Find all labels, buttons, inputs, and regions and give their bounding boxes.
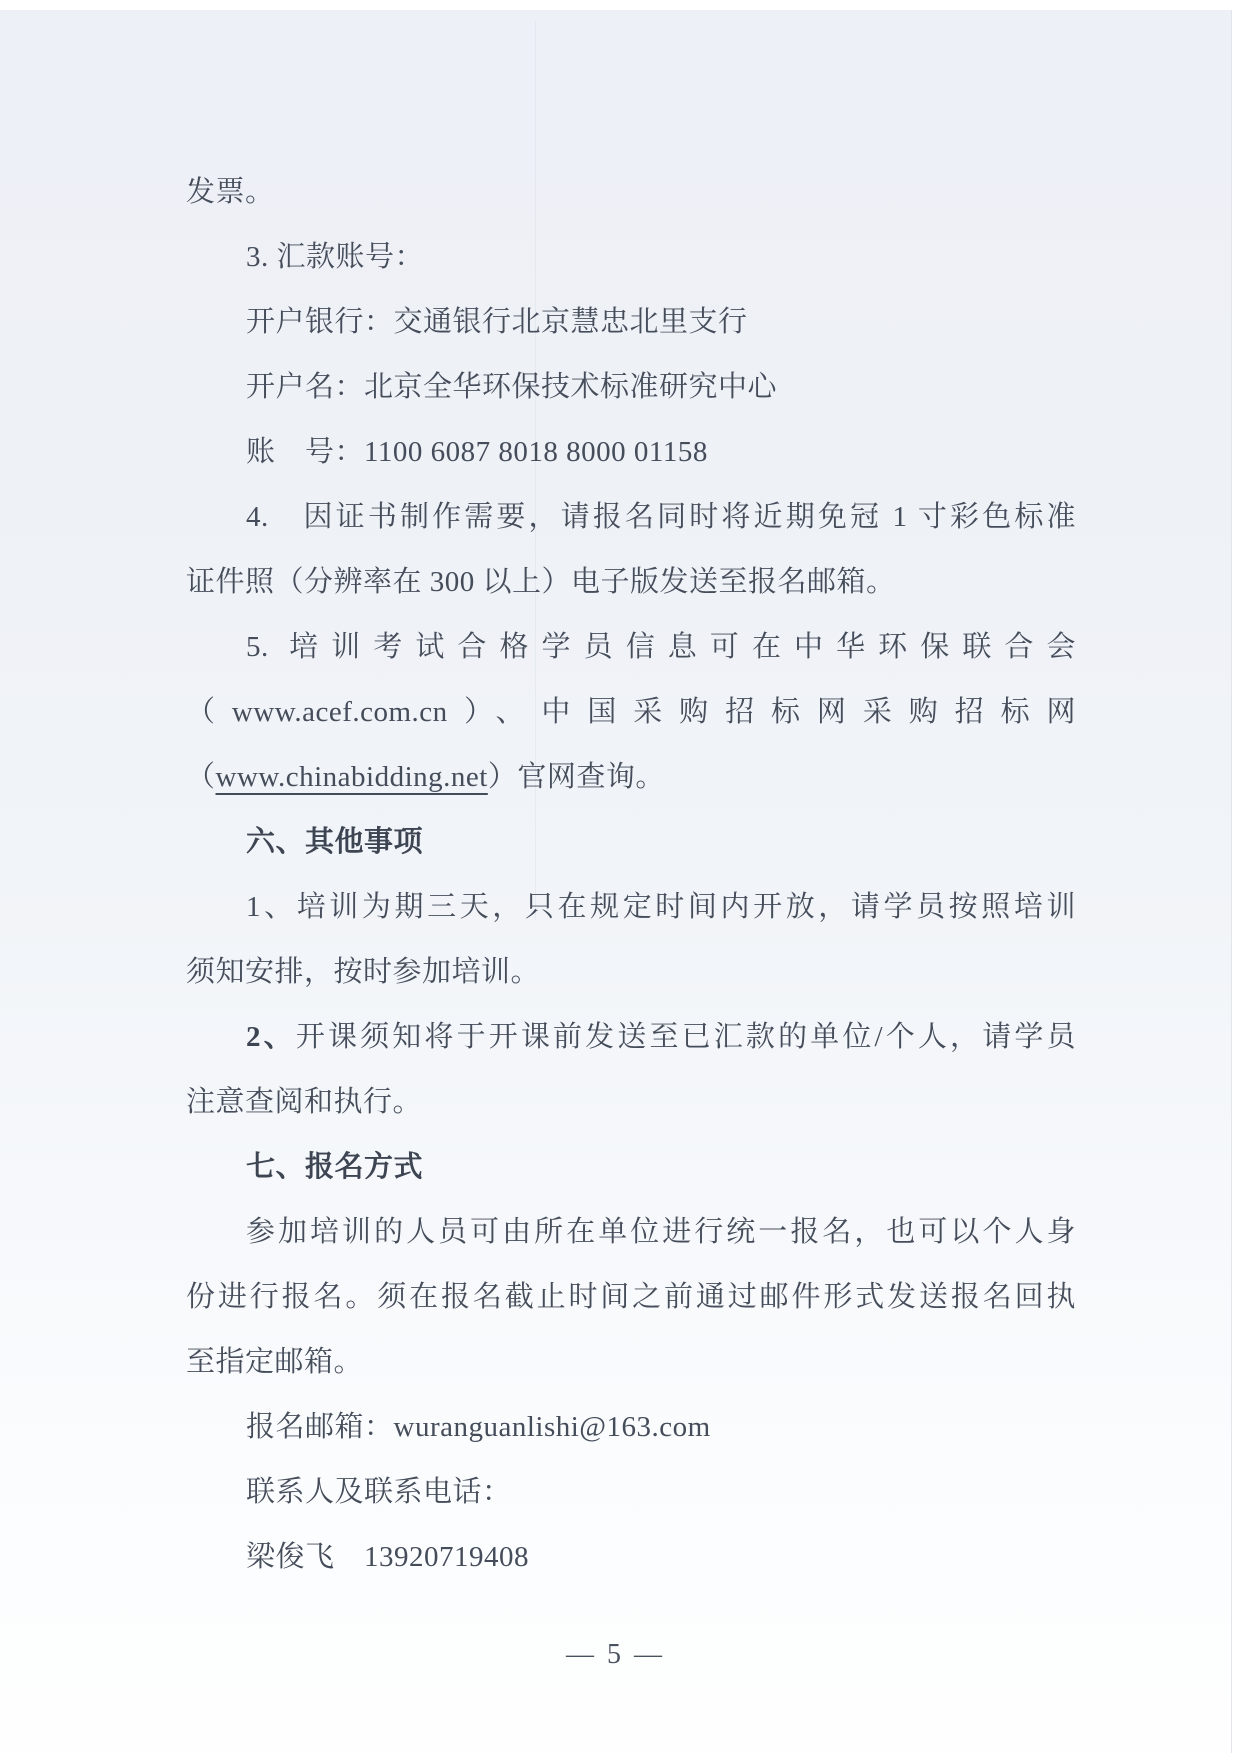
document-line bbox=[186, 745, 1076, 810]
document-line bbox=[186, 1005, 1076, 1070]
text-run: （www.acef.com.cn）、中国采购招标网采购招标网 bbox=[186, 696, 1076, 728]
text-run: 注意查阅和执行。 bbox=[186, 1086, 423, 1118]
document-line bbox=[186, 420, 1076, 485]
document-line bbox=[186, 550, 1076, 615]
document-line bbox=[186, 485, 1076, 550]
document-line bbox=[186, 680, 1076, 745]
document-line bbox=[186, 1330, 1076, 1395]
text-run: 联系人及联系电话： bbox=[246, 1476, 512, 1508]
document-line bbox=[186, 355, 1076, 420]
text-run: 七、报名方式 bbox=[246, 1151, 424, 1183]
document-line bbox=[186, 875, 1076, 940]
scanned-page bbox=[0, 10, 1232, 1753]
text-run: 须知安排，按时参加培训。 bbox=[186, 956, 541, 988]
document-line bbox=[186, 290, 1076, 355]
document-line bbox=[186, 1200, 1076, 1265]
text-run: 报名邮箱：wuranguanlishi@163.com bbox=[246, 1411, 711, 1443]
text-run: 开户银行：交通银行北京慧忠北里支行 bbox=[246, 306, 748, 338]
text-run: 2、 bbox=[246, 1021, 296, 1053]
text-run: 1、培训为期三天，只在规定时间内开放，请学员按照培训 bbox=[246, 891, 1076, 923]
text-run: 账 号：1100 6087 8018 8000 01158 bbox=[246, 436, 708, 468]
text-run: ）官网查询。 bbox=[487, 761, 665, 793]
document-line bbox=[186, 1395, 1076, 1460]
text-run: 4. 因证书制作需要，请报名同时将近期免冠 1 寸彩色标准 bbox=[246, 501, 1076, 533]
text-run: 至指定邮箱。 bbox=[186, 1346, 364, 1378]
document-line bbox=[186, 1070, 1076, 1135]
text-run: 证件照（分辨率在 300 以上）电子版发送至报名邮箱。 bbox=[186, 566, 896, 598]
text-run: 梁俊飞 13920719408 bbox=[246, 1541, 530, 1573]
text-run: 六、其他事项 bbox=[246, 826, 424, 858]
document-line bbox=[186, 225, 1076, 290]
document-line bbox=[186, 810, 1076, 875]
underlined-url-text: www.chinabidding.net bbox=[215, 761, 488, 793]
text-run: 开课须知将于开课前发送至已汇款的单位/个人，请学员 bbox=[295, 1021, 1076, 1053]
document-line bbox=[186, 1265, 1076, 1330]
text-run: 参加培训的人员可由所在单位进行统一报名，也可以个人身 bbox=[246, 1216, 1076, 1248]
document-line bbox=[186, 940, 1076, 1005]
document-line bbox=[186, 1460, 1076, 1525]
document-line bbox=[186, 160, 1076, 225]
text-run: 开户名：北京全华环保技术标准研究中心 bbox=[246, 371, 778, 403]
text-run: 3. 汇款账号： bbox=[246, 241, 425, 273]
document-line bbox=[186, 1525, 1076, 1590]
document-line bbox=[186, 615, 1076, 680]
page-number: — 5 — bbox=[566, 1639, 665, 1670]
text-run: （ bbox=[186, 761, 216, 793]
document-lines bbox=[186, 160, 1076, 1590]
text-run: 5. 培训考试合格学员信息可在中华环保联合会 bbox=[246, 631, 1076, 663]
text-run: 份进行报名。须在报名截止时间之前通过邮件形式发送报名回执 bbox=[186, 1281, 1076, 1313]
document-line bbox=[186, 1135, 1076, 1200]
text-run: 发票。 bbox=[186, 176, 275, 208]
